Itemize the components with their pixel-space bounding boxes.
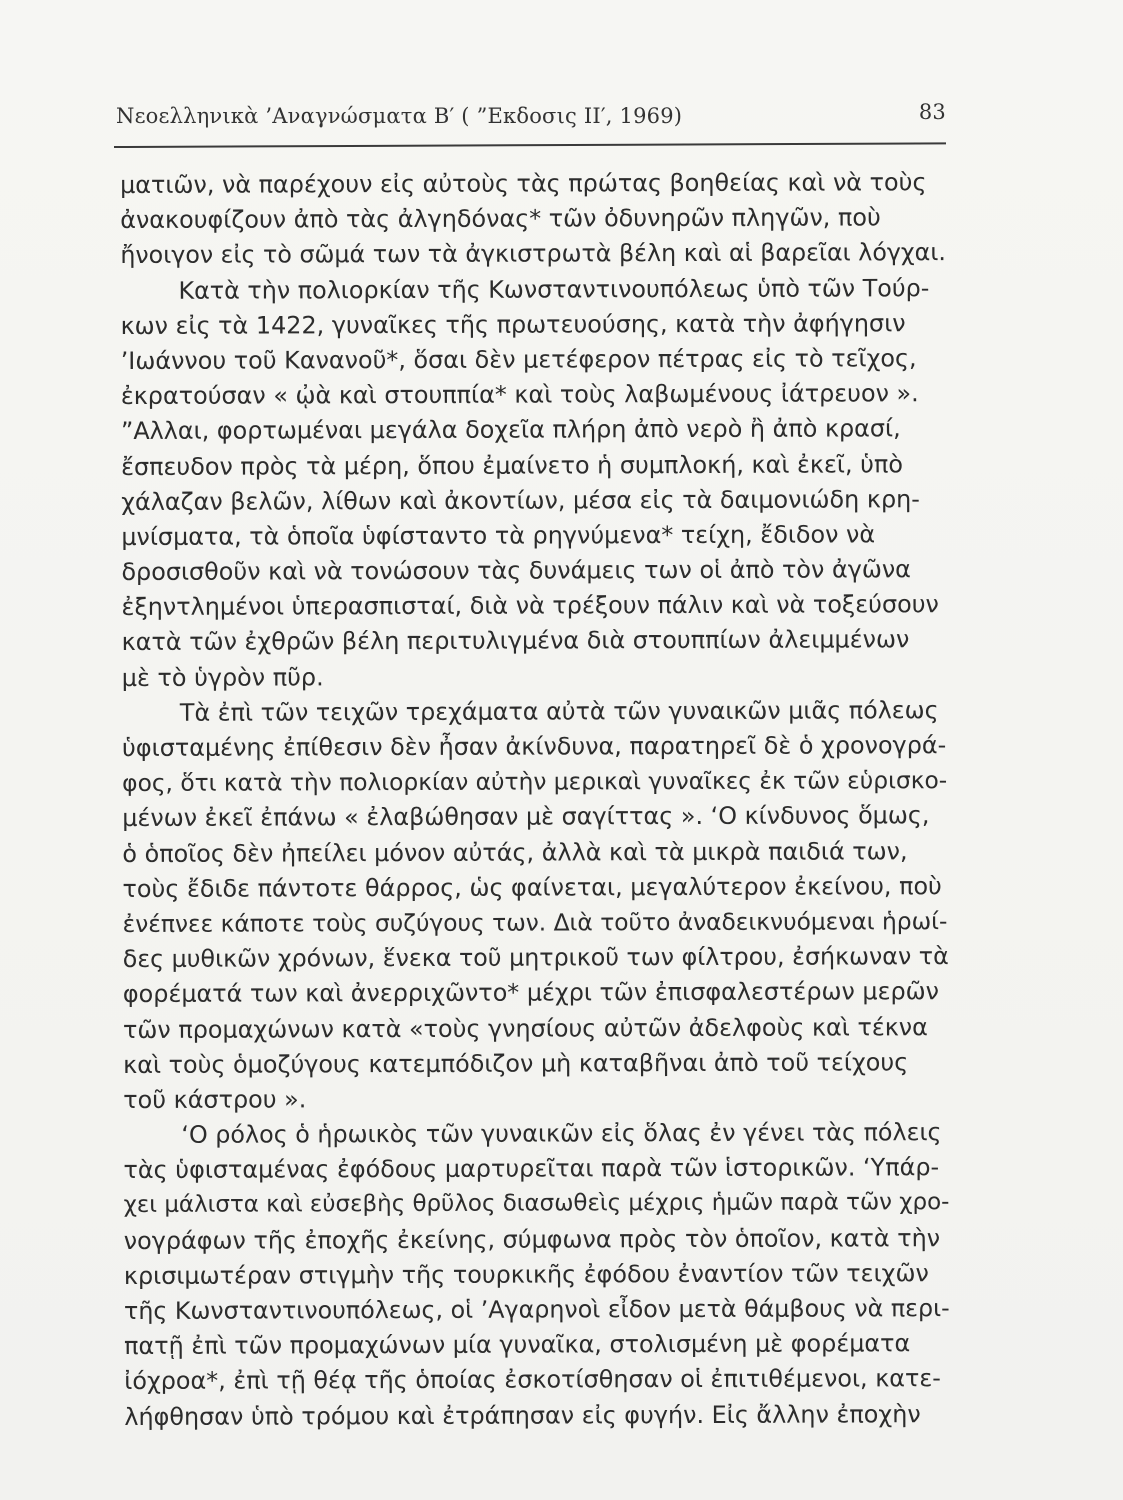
text-line: κων εἰς τὰ 1422, γυναῖκες τῆς πρωτευούσης, κατὰ τὴν ἀφήγησιν — [120, 309, 906, 340]
text-line: φορέματά των καὶ ἀνερριχῶντο* μέχρι τῶν ἐπισφαλεστέρων μερῶν — [122, 977, 940, 1009]
text-line: ὁ ὁποῖος δὲν ἠπείλει μόνον αὐτάς, ἀλλὰ καὶ τὰ μικρὰ παιδιά των, — [122, 836, 908, 868]
text-line: χει μάλιστα καὶ εὐσεβὴς θρῦλος διασωθεὶς μέχρις ἡμῶν παρὰ τῶν χρο- — [123, 1189, 950, 1219]
text-line: μένων ἐκεῖ ἐπάνω « ἐλαβώθησαν μὲ σαγίττας ». ‘Ο κίνδυνος ὅμως, — [122, 801, 930, 833]
text-line: δροσισθοῦν καὶ νὰ τονώσουν τὰς δυνάμεις των οἱ ἀπὸ τὸν ἀγῶνα — [121, 555, 911, 587]
text-line: μνίσματα, τὰ ὁποῖα ὑφίσταντο τὰ ρηγνύμενα* τείχη, ἔδιδον νὰ — [121, 520, 876, 551]
text-line: δες μυθικῶν χρόνων, ἕνεκα τοῦ μητρικοῦ των φίλτρου, ἐσήκωναν τὰ — [122, 942, 949, 974]
text-line: φος, ὅτι κατὰ τὴν πολιορκίαν αὐτὴν μερικαὶ γυναῖκες ἐκ τῶν εὑρισκο- — [122, 766, 948, 798]
text-line: ἰόχροα*, ἐπὶ τῇ θέᾳ τῆς ὁποίας ἐσκοτίσθησαν οἱ ἐπιτιθέμενοι, κατε- — [124, 1364, 941, 1396]
text-line: τῶν προμαχώνων κατὰ «τοὺς γνησίους αὐτῶν ἀδελφοὺς καὶ τέκνα — [122, 1012, 928, 1044]
text-line: τὰς ὑφισταμένας ἐφόδους μαρτυρεῖται παρὰ τῶν ἱστορικῶν. ‘Υπάρ- — [123, 1153, 940, 1185]
text-line: τοὺς ἔδιδε πάντοτε θάρρος, ὡς φαίνεται, μεγαλύτερον ἐκείνου, ποὺ — [122, 871, 942, 903]
text-line: ”Αλλαι, φορτωμέναι μεγάλα δοχεῖα πλήρη ἀπὸ νερὸ ἢ ἀπὸ κρασί, — [120, 414, 901, 446]
text-line: ματιῶν, νὰ παρέχουν εἰς αὐτοὺς τὰς πρώτας βοηθείας καὶ νὰ τοὺς — [120, 168, 927, 199]
body-text — [120, 165, 970, 1435]
running-head — [116, 100, 946, 138]
text-line: κρισιμωτέραν στιγμὴν τῆς τουρκικῆς ἐφόδου ἐναντίον τῶν τειχῶν — [123, 1258, 929, 1290]
text-line: ἐνέπνεε κάποτε τοὺς συζύγους των. Διὰ τοῦτο ἀναδεικνυόμεναι ἡρωί- — [122, 907, 948, 938]
text-line: μὲ τὸ ὑγρὸν πῦρ. — [121, 662, 324, 692]
text-line: κατὰ τῶν ἐχθρῶν βέλη περιτυλιγμένα διὰ στουππίων ἀλειμμένων — [121, 625, 910, 657]
text-line: χάλαζαν βελῶν, λίθων καὶ ἀκοντίων, μέσα εἰς τὰ δαιμονιώδη κρη- — [121, 484, 920, 516]
text-line: λήφθησαν ὑπὸ τρόμου καὶ ἐτράπησαν εἰς φυγήν. Εἰς ἄλλην ἐποχὴν — [124, 1399, 921, 1431]
running-head-title: Νεοελληνικὰ ’Αναγνώσματα Β′ ( ”Εκδοσις ΙΙ′, 1969) — [116, 104, 683, 128]
text-line: ‘Ο ρόλος ὁ ἡρωικὸς τῶν γυναικῶν εἰς ὅλας ἐν γένει τὰς πόλεις — [181, 1118, 942, 1149]
text-line: ἐκρατούσαν « ᾠὰ καὶ στουππία* καὶ τοὺς λαβωμένους ἰάτρευον ». — [120, 379, 919, 411]
text-line: Κατὰ τὴν πολιορκίαν τῆς Κωνσταντινουπόλεως ὑπὸ τῶν Τούρ- — [178, 273, 930, 305]
header-rule — [114, 142, 946, 148]
text-line: τῆς Κωνσταντινουπόλεως, οἱ ’Αγαρηνοὶ εἶδον μετὰ θάμβους νὰ περι- — [123, 1294, 950, 1325]
page-number: 83 — [918, 100, 946, 124]
text-line: ἐξηντλημένοι ὑπερασπισταί, διὰ νὰ τρέξουν πάλιν καὶ νὰ τοξεύσουν — [121, 590, 939, 622]
text-line: ἤνοιγον εἰς τὸ σῶμά των τὰ ἀγκιστρωτὰ βέλη καὶ αἱ βαρεῖαι λόγχαι. — [120, 238, 946, 270]
text-line: ἔσπευδον πρὸς τὰ μέρη, ὅπου ἐμαίνετο ἡ συμπλοκή, καὶ ἐκεῖ, ὑπὸ — [120, 449, 903, 481]
text-line: τοῦ κάστρου ». — [123, 1085, 307, 1114]
text-line: νογράφων τῆς ἐποχῆς ἐκείνης, σύμφωνα πρὸς τὸν ὁποῖον, κατὰ τὴν — [123, 1223, 941, 1255]
text-line: ὑφισταμένης ἐπίθεσιν δὲν ἦσαν ἀκίνδυνα, παρατηρεῖ δὲ ὁ χρονογρά- — [121, 731, 947, 762]
text-line: καὶ τοὺς ὁμοζύγους κατεμπόδιζον μὴ καταβῆναι ἀπὸ τοῦ τείχους — [123, 1047, 909, 1079]
text-line: Τὰ ἐπὶ τῶν τειχῶν τρεχάματα αὐτὰ τῶν γυναικῶν μιᾶς πόλεως — [179, 695, 939, 727]
text-line: ἀνακουφίζουν ἀπὸ τὰς ἀλγηδόνας* τῶν ὀδυνηρῶν πληγῶν, ποὺ — [120, 203, 881, 235]
text-line: πατῇ ἐπὶ τῶν προμαχώνων μία γυναῖκα, στολισμένη μὲ φορέματα — [124, 1329, 911, 1361]
text-line: ’Ιωάννου τοῦ Κανανοῦ*, ὅσαι δὲν μετέφερον πέτρας εἰς τὸ τεῖχος, — [120, 344, 917, 375]
